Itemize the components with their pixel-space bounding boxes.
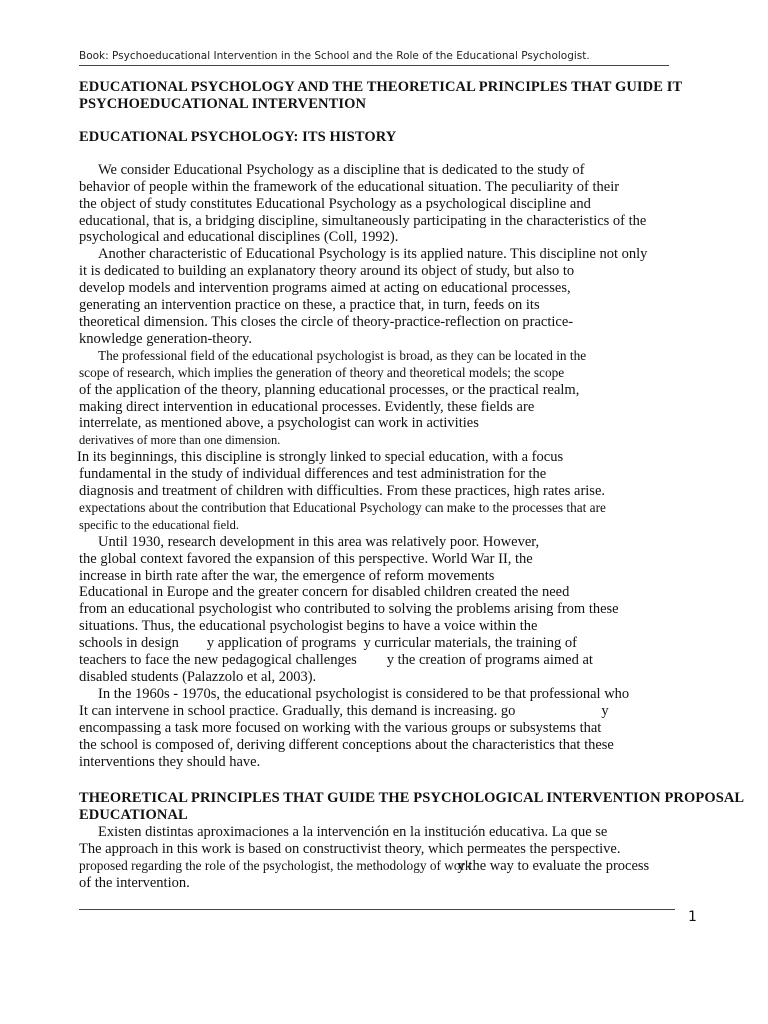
heading-line: THEORETICAL PRINCIPLES THAT GUIDE THE PSYCHOLOGICAL INTERVENTION PROPOSAL: [79, 790, 745, 807]
text-line: it is dedicated to building an explanatory theory around its object of study, but also to: [79, 263, 575, 280]
section-heading-history: EDUCATIONAL PSYCHOLOGY: ITS HISTORY: [79, 128, 397, 145]
text-line: knowledge generation-theory.: [79, 330, 252, 347]
title-line: PSYCHOEDUCATIONAL INTERVENTION: [79, 95, 367, 112]
footer-rule: [79, 909, 675, 910]
text-line: encompassing a task more focused on working with the various groups or subsystems that: [79, 719, 602, 736]
heading-line: EDUCATIONAL: [79, 807, 188, 824]
text-line: the school is composed of, deriving different conceptions about the characteristics that these: [79, 736, 614, 753]
text-line: interventions they should have.: [79, 753, 261, 770]
text-line: develop models and intervention programs aimed at acting on educational processes,: [79, 280, 571, 297]
text-line: [79, 858, 709, 875]
text-fragment: y curricular materials, the training of: [363, 635, 577, 652]
text-line: situations. Thus, the educational psychologist begins to have a voice within the: [79, 618, 538, 635]
text-fragment: schools in design: [79, 635, 179, 652]
text-line: the global context favored the expansion of this perspective. World War II, the: [79, 550, 533, 567]
text-line: The approach in this work is based on constructivist theory, which permeates the perspective.: [79, 841, 621, 858]
text-line: disabled students (Palazzolo et al, 2003).: [79, 669, 317, 685]
text-fragment: It can intervene in school practice. Gradually, this demand is increasing. go: [79, 702, 516, 719]
text-fragment: y application of programs: [206, 635, 357, 652]
text-fragment: y the way to evaluate the process: [457, 858, 650, 875]
title-line: EDUCATIONAL PSYCHOLOGY AND THE THEORETICAL PRINCIPLES THAT GUIDE IT: [79, 79, 683, 95]
document-body: [77, 79, 745, 892]
text-line: [79, 703, 709, 720]
text-fragment: y: [601, 702, 609, 719]
text-line: interrelate, as mentioned above, a psychologist can work in activities: [79, 415, 479, 432]
section-history-body: [79, 162, 709, 771]
text-fragment: teachers to face the new pedagogical challenges: [79, 652, 357, 669]
text-line: Until 1930, research development in this area was relatively poor. However,: [98, 533, 540, 550]
text-line: [79, 635, 709, 652]
text-line: scope of research, which implies the generation of theory and theoretical models; the scope: [79, 364, 565, 380]
text-line: Existen distintas aproximaciones a la intervención en la institución educativa. La que se: [98, 824, 608, 841]
text-line: behavior of people within the framework of the educational situation. The peculiarity of their: [79, 178, 620, 195]
text-line: making direct intervention in educational processes. Evidently, these fields are: [79, 398, 535, 415]
page-number: 1: [688, 909, 697, 925]
section-principles-body: [79, 824, 709, 892]
text-line: In the 1960s - 1970s, the educational psychologist is considered to be that professional who: [98, 685, 630, 702]
text-line: psychological and educational disciplines (Coll, 1992).: [79, 229, 399, 246]
text-line: Another characteristic of Educational Psychology is its applied nature. This discipline not only: [98, 246, 648, 263]
text-line: increase in birth rate after the war, the emergence of reform movements: [79, 567, 495, 584]
text-line: of the intervention.: [79, 874, 190, 891]
text-line: In its beginnings, this discipline is strongly linked to special education, with a focus: [77, 449, 564, 466]
text-line: derivatives of more than one dimension.: [79, 433, 281, 448]
text-line: generating an intervention practice on these, a practice that, in turn, feeds on its: [79, 297, 540, 314]
text-line: The professional field of the educational psychologist is broad, as they can be located in the: [98, 347, 587, 363]
text-line: fundamental in the study of individual differences and test administration for the: [79, 466, 547, 483]
text-line: from an educational psychologist who contributed to solving the problems arising from these: [79, 601, 619, 618]
document-title: [79, 79, 709, 113]
section-heading-principles: [79, 790, 745, 824]
text-line: of the application of the theory, planning educational processes, or the practical realm,: [79, 381, 580, 398]
text-fragment: y the creation of programs aimed at: [386, 652, 593, 669]
text-line: educational, that is, a bridging discipline, simultaneously participating in the characteristics of the: [79, 212, 647, 229]
text-line: theoretical dimension. This closes the circle of theory-practice-reflection on practice-: [79, 313, 574, 330]
text-fragment: proposed regarding the role of the psychologist, the methodology of work: [79, 858, 472, 874]
running-header: Book: Psychoeducational Intervention in the School and the Role of the Educational Psychologist.: [79, 50, 669, 66]
text-line: specific to the educational field.: [79, 517, 240, 532]
text-line: Educational in Europe and the greater concern for disabled children created the need: [79, 584, 570, 601]
text-line: expectations about the contribution that Educational Psychology can make to the processes that are: [79, 499, 606, 515]
text-line: [79, 652, 709, 669]
text-line: diagnosis and treatment of children with difficulties. From these practices, high rates arise.: [79, 483, 606, 500]
text-line: We consider Educational Psychology as a discipline that is dedicated to the study of: [98, 161, 585, 178]
text-line: the object of study constitutes Educational Psychology as a psychological discipline and: [79, 195, 591, 212]
